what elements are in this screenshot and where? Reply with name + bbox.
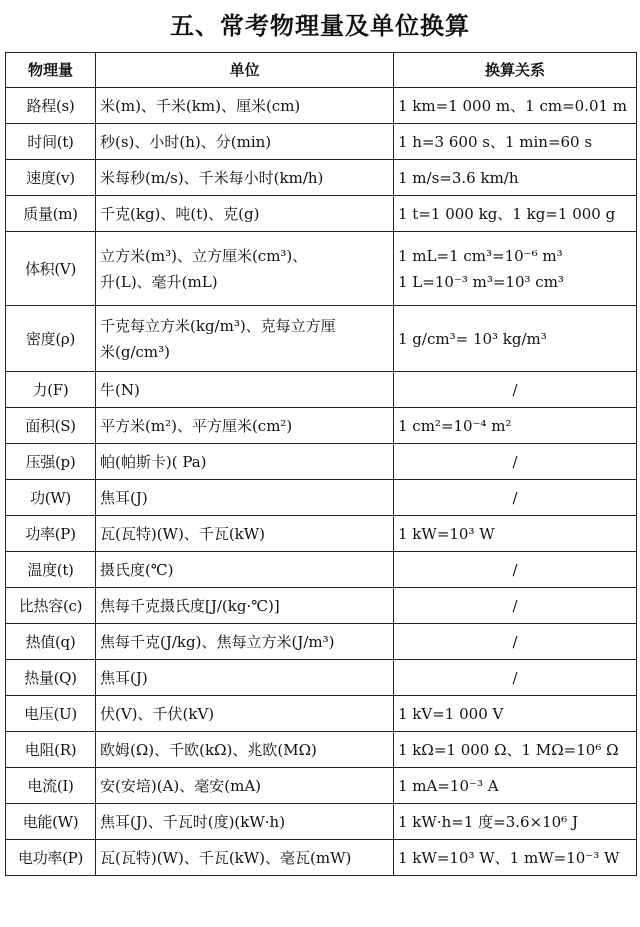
table-row <box>6 768 637 804</box>
conversion-cell <box>394 306 637 372</box>
quantity-cell: 电能(W) <box>6 804 96 840</box>
quantity-cell: 面积(S) <box>6 408 96 444</box>
quantity-cell: 温度(t) <box>6 552 96 588</box>
table-row <box>6 804 637 840</box>
table-row <box>6 232 637 306</box>
conversion-line: 1 g/cm³= 10³ kg/m³ <box>398 329 547 348</box>
header-quantity: 物理量 <box>6 53 96 88</box>
unit-line: 焦耳(J) <box>100 488 148 507</box>
unit-line: 摄氏度(℃) <box>100 560 174 579</box>
table-row <box>6 306 637 372</box>
quantity-cell: 电压(U) <box>6 696 96 732</box>
conversion-cell <box>394 232 637 306</box>
unit-cell <box>96 408 394 444</box>
unit-line: 焦每千克摄氏度[J/(kg·℃)] <box>100 596 280 615</box>
conversion-line: 1 m/s=3.6 km/h <box>398 168 519 187</box>
conversion-line: 1 cm²=10⁻⁴ m² <box>398 416 512 435</box>
quantity-cell: 时间(t) <box>6 124 96 160</box>
unit-cell <box>96 88 394 124</box>
quantity-cell: 功(W) <box>6 480 96 516</box>
unit-line: 米每秒(m/s)、千米每小时(km/h) <box>100 168 324 187</box>
unit-line: 千克(kg)、吨(t)、克(g) <box>100 204 260 223</box>
conversion-line: 1 kW·h=1 度=3.6×10⁶ J <box>398 812 579 831</box>
conversion-line: / <box>512 560 518 579</box>
conversion-cell <box>394 552 637 588</box>
conversion-cell <box>394 660 637 696</box>
quantity-cell: 质量(m) <box>6 196 96 232</box>
quantity-cell: 力(F) <box>6 372 96 408</box>
conversion-cell <box>394 768 637 804</box>
conversion-line: / <box>512 452 518 471</box>
table-row <box>6 840 637 876</box>
quantity-cell: 体积(V) <box>6 232 96 306</box>
conversion-cell <box>394 196 637 232</box>
conversion-cell <box>394 480 637 516</box>
quantity-cell: 电阻(R) <box>6 732 96 768</box>
conversion-line: 1 kV=1 000 V <box>398 704 504 723</box>
table-body <box>6 88 637 876</box>
table-row <box>6 624 637 660</box>
unit-line: 伏(V)、千伏(kV) <box>100 704 215 723</box>
conversion-line: 1 h=3 600 s、1 min=60 s <box>398 132 593 151</box>
unit-cell <box>96 480 394 516</box>
unit-cell <box>96 444 394 480</box>
table-row <box>6 732 637 768</box>
units-table <box>5 52 637 876</box>
conversion-cell <box>394 732 637 768</box>
conversion-cell <box>394 372 637 408</box>
conversion-cell <box>394 124 637 160</box>
unit-cell <box>96 372 394 408</box>
conversion-cell <box>394 408 637 444</box>
conversion-cell <box>394 804 637 840</box>
conversion-cell <box>394 840 637 876</box>
conversion-cell <box>394 516 637 552</box>
conversion-line: 1 t=1 000 kg、1 kg=1 000 g <box>398 204 616 223</box>
table-row <box>6 552 637 588</box>
unit-cell <box>96 804 394 840</box>
unit-cell <box>96 624 394 660</box>
unit-cell <box>96 232 394 306</box>
table-row <box>6 516 637 552</box>
unit-line: 平方米(m²)、平方厘米(cm²) <box>100 416 293 435</box>
unit-cell <box>96 196 394 232</box>
table-row <box>6 124 637 160</box>
unit-cell <box>96 732 394 768</box>
conversion-line: 1 kΩ=1 000 Ω、1 MΩ=10⁶ Ω <box>398 740 619 759</box>
table-row <box>6 588 637 624</box>
unit-line: 焦耳(J) <box>100 668 148 687</box>
conversion-cell <box>394 624 637 660</box>
table-row <box>6 196 637 232</box>
conversion-line: 1 mL=1 cm³=10⁻⁶ m³ <box>398 246 563 265</box>
table-row <box>6 408 637 444</box>
quantity-cell: 密度(ρ) <box>6 306 96 372</box>
conversion-cell <box>394 444 637 480</box>
page-title: 五、常考物理量及单位换算 <box>170 12 470 40</box>
table-row <box>6 160 637 196</box>
quantity-cell: 压强(p) <box>6 444 96 480</box>
header-unit: 单位 <box>96 53 394 88</box>
unit-line: 焦每千克(J/kg)、焦每立方米(J/m³) <box>100 632 335 651</box>
conversion-line: 1 mA=10⁻³ A <box>398 776 499 795</box>
unit-line: 安(安培)(A)、毫安(mA) <box>100 776 262 795</box>
conversion-line: 1 L=10⁻³ m³=10³ cm³ <box>398 272 564 291</box>
conversion-line: / <box>512 596 518 615</box>
unit-cell <box>96 306 394 372</box>
unit-cell <box>96 660 394 696</box>
conversion-line: / <box>512 668 518 687</box>
header-conversion: 换算关系 <box>394 53 637 88</box>
unit-line: 帕(帕斯卡)( Pa) <box>100 452 207 471</box>
unit-cell <box>96 588 394 624</box>
unit-cell <box>96 516 394 552</box>
unit-line: 欧姆(Ω)、千欧(kΩ)、兆欧(MΩ) <box>100 740 317 759</box>
unit-cell <box>96 840 394 876</box>
conversion-cell <box>394 588 637 624</box>
conversion-line: 1 kW=10³ W <box>398 524 495 543</box>
unit-line: 瓦(瓦特)(W)、千瓦(kW) <box>100 524 266 543</box>
table-row <box>6 660 637 696</box>
unit-line: 升(L)、毫升(mL) <box>100 272 218 291</box>
quantity-cell: 热量(Q) <box>6 660 96 696</box>
conversion-line: / <box>512 380 518 399</box>
table-header-row <box>6 53 637 88</box>
conversion-cell <box>394 160 637 196</box>
conversion-cell <box>394 88 637 124</box>
table-row <box>6 372 637 408</box>
conversion-line: / <box>512 488 518 507</box>
quantity-cell: 路程(s) <box>6 88 96 124</box>
unit-line: 米(m)、千米(km)、厘米(cm) <box>100 96 301 115</box>
unit-cell <box>96 124 394 160</box>
unit-line: 立方米(m³)、立方厘米(cm³)、 <box>100 246 308 265</box>
table-row <box>6 696 637 732</box>
quantity-cell: 速度(v) <box>6 160 96 196</box>
quantity-cell: 功率(P) <box>6 516 96 552</box>
quantity-cell: 电流(I) <box>6 768 96 804</box>
quantity-cell: 电功率(P) <box>6 840 96 876</box>
conversion-line: 1 km=1 000 m、1 cm=0.01 m <box>398 96 628 115</box>
unit-cell <box>96 552 394 588</box>
conversion-line: / <box>512 632 518 651</box>
conversion-cell <box>394 696 637 732</box>
conversion-line: 1 kW=10³ W、1 mW=10⁻³ W <box>398 848 620 867</box>
unit-cell <box>96 696 394 732</box>
unit-line: 米(g/cm³) <box>100 342 170 361</box>
unit-line: 千克每立方米(kg/m³)、克每立方厘 <box>100 316 336 335</box>
unit-line: 秒(s)、小时(h)、分(min) <box>100 132 272 151</box>
table-row <box>6 444 637 480</box>
table-row <box>6 88 637 124</box>
unit-line: 焦耳(J)、千瓦时(度)(kW·h) <box>100 812 286 831</box>
unit-line: 瓦(瓦特)(W)、千瓦(kW)、毫瓦(mW) <box>100 848 352 867</box>
table-row <box>6 480 637 516</box>
quantity-cell: 比热容(c) <box>6 588 96 624</box>
unit-cell <box>96 768 394 804</box>
unit-cell <box>96 160 394 196</box>
unit-line: 牛(N) <box>100 380 140 399</box>
quantity-cell: 热值(q) <box>6 624 96 660</box>
